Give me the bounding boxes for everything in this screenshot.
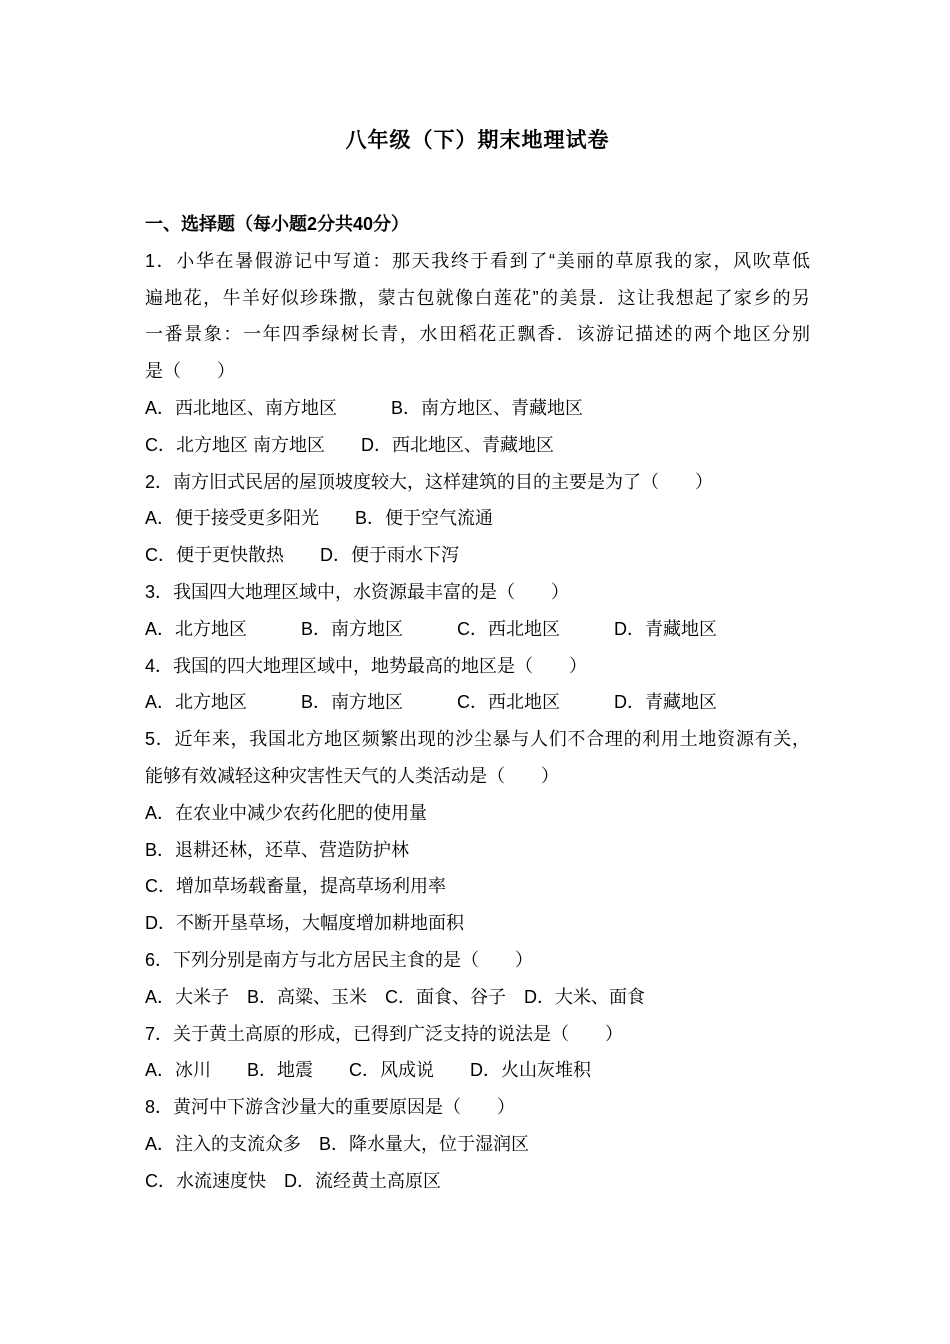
question-1-stem-line-2: 遍地花，牛羊好似珍珠撒，蒙古包就像白莲花”的美景．这让我想起了家乡的另 [145, 287, 810, 308]
question-2-options-line-1: A．便于接受更多阳光 B．便于空气流通 [145, 508, 494, 529]
question-2-stem-line-1: 2．南方旧式民居的屋顶坡度较大，这样建筑的目的主要是为了（ ） [145, 471, 714, 492]
question-8-options-line-1: A．注入的支流众多 B．降水量大，位于湿润区 [145, 1133, 530, 1154]
question-1-stem-line-1: 1．小华在暑假游记中写道：那天我终于看到了“美丽的草原我的家，风吹草低 [145, 250, 810, 271]
question-5-options-line-1: A．在农业中减少农药化肥的使用量 [145, 802, 428, 823]
question-1-options-line-1: A．西北地区、南方地区 B．南方地区、青藏地区 [145, 397, 584, 418]
question-1-options-line-2: C．北方地区 南方地区 D．西北地区、青藏地区 [145, 434, 554, 455]
question-6-options-line-1: A．大米子 B．高粱、玉米 C．面食、谷子 D．大米、面食 [145, 986, 646, 1007]
question-4 [145, 648, 810, 722]
section-header: 一、选择题（每小题2分共40分） [145, 214, 410, 234]
document-title: 八年级（下）期末地理试卷 [345, 129, 610, 152]
question-5-options-line-4: D．不断开垦草场，大幅度增加耕地面积 [145, 913, 464, 934]
question-3 [145, 574, 810, 648]
question-3-options-line-1: A．北方地区 B．南方地区 C．西北地区 D．青藏地区 [145, 618, 718, 639]
question-4-stem-line-1: 4．我国的四大地理区域中，地势最高的地区是（ ） [145, 655, 588, 676]
question-5-options-line-2: B．退耕还林，还草、营造防护林 [145, 839, 410, 860]
question-2-options-line-2: C．便于更快散热 D．便于雨水下泻 [145, 545, 459, 566]
question-5 [145, 721, 810, 942]
question-6 [145, 942, 810, 1016]
question-1-stem-line-3: 一番景象：一年四季绿树长青，水田稻花正飘香．该游记描述的两个地区分别 [145, 324, 810, 345]
question-list [145, 243, 810, 1200]
question-5-stem-line-1: 5．近年来，我国北方地区频繁出现的沙尘暴与人们不合理的利用土地资源有关， [145, 729, 810, 750]
question-2 [145, 464, 810, 574]
question-4-options-line-1: A．北方地区 B．南方地区 C．西北地区 D．青藏地区 [145, 692, 718, 713]
question-7 [145, 1016, 810, 1090]
question-8-options-line-2: C．水流速度快 D．流经黄土高原区 [145, 1170, 441, 1191]
question-6-stem-line-1: 6．下列分别是南方与北方居民主食的是（ ） [145, 949, 534, 970]
question-7-stem-line-1: 7．关于黄土高原的形成，已得到广泛支持的说法是（ ） [145, 1023, 624, 1044]
question-1-stem-line-4: 是（ ） [145, 361, 235, 382]
question-5-options-line-3: C．增加草场载畜量，提高草场利用率 [145, 876, 446, 897]
question-8 [145, 1089, 810, 1199]
question-7-options-line-1: A．冰川 B．地震 C．风成说 D．火山灰堆积 [145, 1060, 592, 1081]
question-3-stem-line-1: 3．我国四大地理区域中，水资源最丰富的是（ ） [145, 581, 570, 602]
question-8-stem-line-1: 8．黄河中下游含沙量大的重要原因是（ ） [145, 1097, 516, 1118]
question-1 [145, 243, 810, 464]
question-5-stem-line-2: 能够有效减轻这种灾害性天气的人类活动是（ ） [145, 765, 559, 786]
